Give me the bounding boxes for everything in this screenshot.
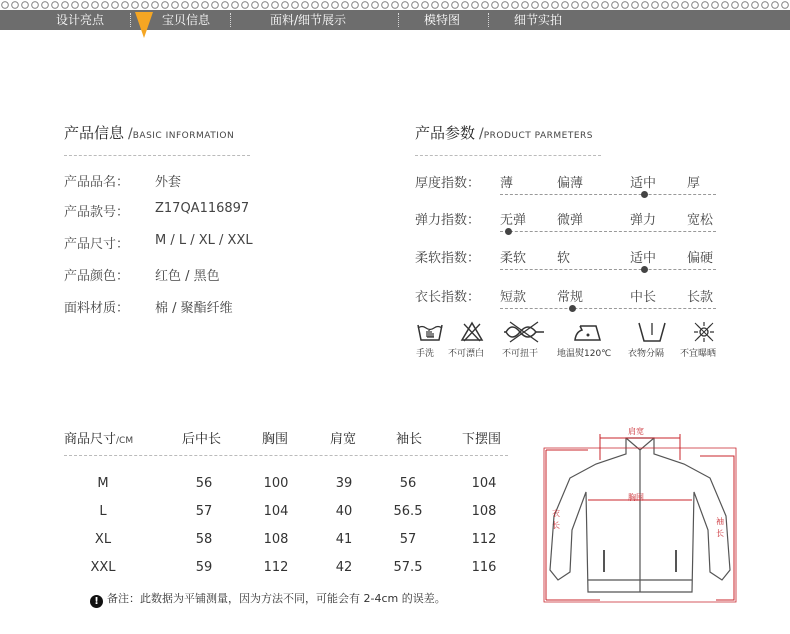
param-option: 软	[557, 251, 571, 266]
param-option: 适中	[630, 176, 657, 191]
note-text: 备注：此数据为平铺测量，因为方法不同，可能会有 2-4cm 的误差。	[107, 592, 446, 605]
length-label-2: 长	[552, 521, 560, 530]
care-label: 地温熨120℃	[557, 349, 612, 359]
size-cell-value: 112	[263, 560, 289, 575]
nav-divider	[230, 13, 231, 27]
size-column-header: 后中长	[182, 432, 222, 447]
size-cell-value: 41	[335, 532, 353, 547]
param-option: 短款	[500, 290, 527, 305]
info-label: 产品颜色：	[64, 269, 130, 284]
size-cell-value: 116	[471, 560, 497, 575]
care-label: 不可扭干	[502, 349, 539, 359]
divider	[64, 455, 508, 456]
jacket-outline	[550, 438, 730, 592]
nav-divider	[488, 13, 489, 27]
nav-tabs	[0, 10, 790, 30]
size-cell-value: 108	[471, 504, 497, 519]
param-option: 宽松	[687, 213, 714, 228]
param-selected-marker	[569, 305, 576, 312]
active-tab-indicator-icon	[135, 12, 153, 38]
info-value: 棉 / 聚酯纤维	[155, 301, 233, 316]
size-table-header-label	[64, 428, 133, 447]
param-option: 弹力	[630, 213, 657, 228]
size-cell-value: 57.5	[393, 560, 423, 575]
info-value: 外套	[155, 175, 182, 190]
sleeve-label-1: 袖	[716, 517, 724, 526]
iron-icon	[572, 320, 608, 344]
size-cell-value: 100	[263, 476, 289, 491]
params-title-en: PRODUCT PARMETERS	[483, 131, 594, 141]
param-option: 微弹	[557, 213, 584, 228]
size-column-header: 下摆围	[462, 432, 502, 447]
size-cell-value: 39	[335, 476, 353, 491]
size-cell-value: 57	[399, 532, 417, 547]
info-icon: !	[90, 595, 103, 608]
basic-info-title-en: BASIC INFORMATION	[132, 131, 235, 141]
sleeve-label-2: 长	[716, 529, 724, 538]
separate-wash-icon	[636, 320, 668, 344]
nav-tab-detail-photos[interactable]: 细节实拍	[514, 13, 563, 27]
param-scale-line	[500, 308, 716, 309]
nav-divider	[130, 13, 131, 27]
nav-divider	[398, 13, 399, 27]
params-heading: 产品参数 /PRODUCT PARMETERS	[415, 124, 594, 142]
param-scale-line	[500, 194, 716, 195]
param-label: 衣长指数：	[415, 290, 481, 305]
length-label-1: 衣	[552, 509, 560, 518]
param-option: 柔软	[500, 251, 527, 266]
size-column-header: 肩宽	[330, 432, 357, 447]
param-option: 长款	[687, 290, 714, 305]
size-cell-value: 56	[399, 476, 417, 491]
size-cell-value: 40	[335, 504, 353, 519]
size-column-header: 袖长	[396, 432, 423, 447]
size-cell-value: 58	[195, 532, 213, 547]
divider	[415, 155, 601, 156]
size-cell-value: 42	[335, 560, 353, 575]
param-option: 厚	[687, 176, 701, 191]
size-cell-size: M	[97, 476, 109, 491]
info-value: 红色 / 黑色	[155, 269, 220, 284]
no-bleach-icon	[460, 320, 484, 344]
param-option: 适中	[630, 251, 657, 266]
size-column-header: 胸围	[262, 432, 289, 447]
param-selected-marker	[505, 228, 512, 235]
nav-tab-model-photos[interactable]: 模特图	[424, 13, 461, 27]
hand-wash-icon	[416, 320, 444, 344]
info-value: M / L / XL / XXL	[155, 233, 253, 248]
nav-tab-fabric-details[interactable]: 面料/细节展示	[270, 13, 347, 27]
size-cell-value: 59	[195, 560, 213, 575]
param-selected-marker	[641, 266, 648, 273]
param-option: 偏薄	[557, 176, 584, 191]
care-label: 不可漂白	[448, 349, 485, 359]
nav-tab-product-info[interactable]: 宝贝信息	[162, 13, 211, 27]
params-title-cn: 产品参数	[415, 124, 476, 142]
size-cell-value: 108	[263, 532, 289, 547]
decorative-chain-pattern	[0, 0, 790, 10]
param-label: 弹力指数：	[415, 213, 481, 228]
info-label: 产品品名：	[64, 175, 130, 190]
size-cell-value: 112	[471, 532, 497, 547]
size-header-unit: /CM	[116, 436, 134, 446]
divider	[64, 155, 250, 156]
care-label: 衣物分隔	[628, 349, 665, 359]
nav-tab-design-highlights[interactable]: 设计亮点	[56, 13, 105, 27]
no-sun-icon	[692, 320, 716, 344]
param-scale-line	[500, 231, 716, 232]
size-cell-value: 104	[471, 476, 497, 491]
size-header-title: 商品尺寸	[64, 432, 117, 447]
param-label: 柔软指数：	[415, 251, 481, 266]
param-option: 薄	[500, 176, 514, 191]
size-cell-value: 56	[195, 476, 213, 491]
care-label: 不宜曝晒	[680, 349, 717, 359]
care-label: 手洗	[416, 349, 435, 359]
param-scale-line	[500, 269, 716, 270]
param-option: 偏硬	[687, 251, 714, 266]
param-label: 厚度指数：	[415, 176, 481, 191]
param-option: 中长	[630, 290, 657, 305]
info-label: 产品尺寸：	[64, 237, 130, 252]
basic-info-heading: 产品信息 /BASIC INFORMATION	[64, 124, 235, 142]
chest-label: 胸围	[628, 493, 644, 502]
top-nav-bar	[0, 0, 790, 30]
size-cell-size: XXL	[90, 560, 116, 575]
param-selected-marker	[641, 191, 648, 198]
size-cell-value: 104	[263, 504, 289, 519]
measurement-note	[90, 590, 446, 608]
basic-info-title-cn: 产品信息	[64, 124, 125, 142]
shoulder-label: 肩宽	[628, 427, 644, 436]
param-option: 常规	[557, 290, 584, 305]
size-cell-size: L	[99, 504, 107, 519]
jacket-measurement-diagram	[540, 420, 740, 606]
info-value: Z17QA116897	[155, 201, 250, 216]
size-cell-value: 56.5	[393, 504, 423, 519]
info-label: 面料材质：	[64, 301, 130, 316]
size-cell-size: XL	[94, 532, 112, 547]
info-label: 产品款号：	[64, 205, 130, 220]
size-cell-value: 57	[195, 504, 213, 519]
param-option: 无弹	[500, 213, 527, 228]
no-wring-icon	[502, 320, 546, 344]
